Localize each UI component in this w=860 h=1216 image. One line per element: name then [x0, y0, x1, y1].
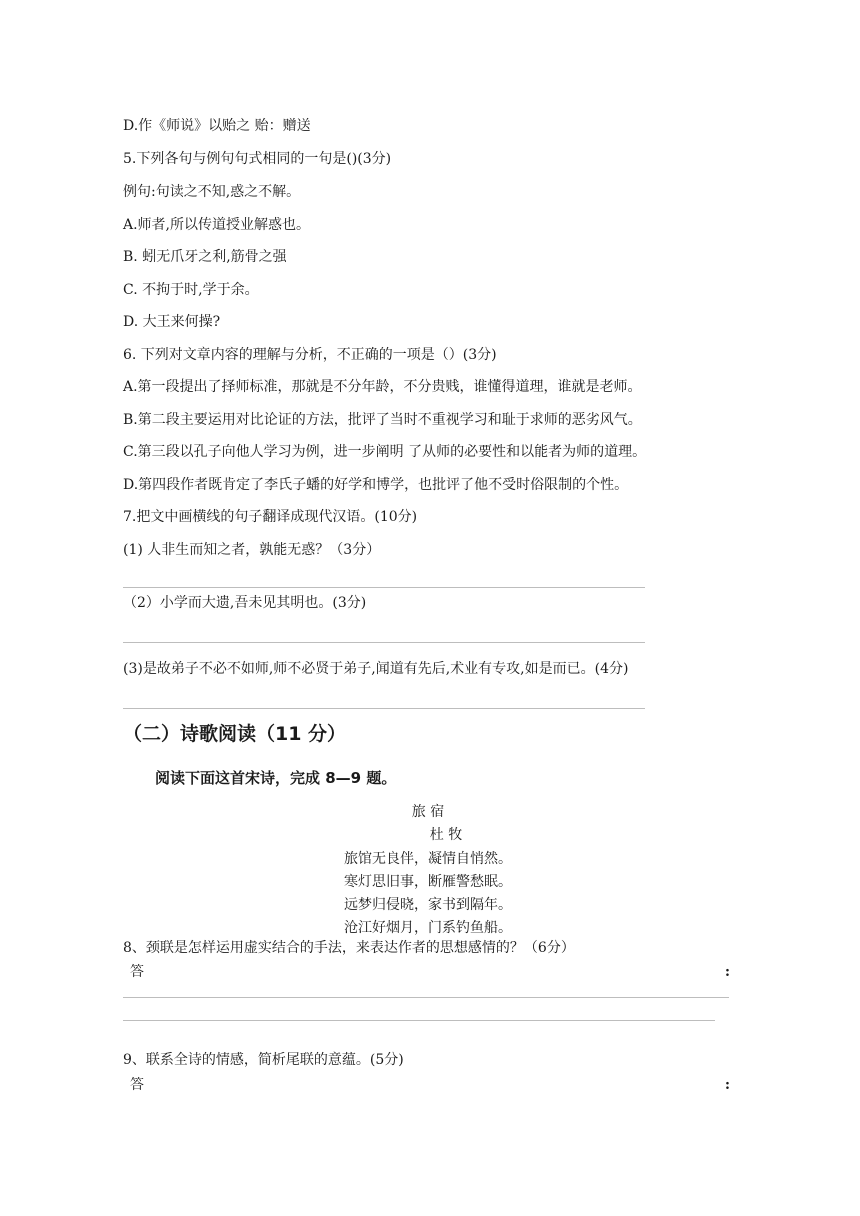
q8-answer-line-2[interactable] — [123, 1020, 715, 1021]
q7-sub1: (1) 人非生而知之者，孰能无惑？（3分） — [123, 542, 381, 558]
q9-answer-label: 答 — [130, 1077, 144, 1093]
q7-sub2: （2）小学而大遗,吾未见其明也。(3分) — [123, 595, 367, 611]
q8-answer-label: 答 — [130, 964, 144, 980]
section-2-instruction: 阅读下面这首宋诗，完成 8—9 题。 — [155, 769, 397, 787]
q5-option-a: A.师者,所以传道授业解惑也。 — [123, 217, 311, 233]
q5-option-c: C. 不拘于时,学于余。 — [123, 282, 259, 298]
q5-option-d: D. 大王来何操? — [123, 314, 221, 330]
poem-line-4: 沧江好烟月，门系钓鱼船。 — [344, 920, 512, 936]
q5-option-b: B. 蚓无爪牙之利,筋骨之强 — [123, 249, 287, 265]
q5-example: 例句:句读之不知,惑之不解。 — [123, 184, 301, 200]
poem-line-3: 远梦归侵晓，家书到隔年。 — [344, 897, 512, 913]
q9-answer-colon: : — [724, 1077, 730, 1093]
section-2-title: （二）诗歌阅读（11 分） — [123, 723, 347, 745]
q8-answer-line-1[interactable] — [123, 997, 729, 998]
q9-stem: 9、联系全诗的情感，简析尾联的意蕴。(5分) — [123, 1052, 404, 1068]
q5-stem: 5.下列各句与例句句式相同的一句是()(3分) — [123, 151, 392, 167]
q6-option-c: C.第三段以孔子向他人学习为例，进一步阐明 了从师的必要性和以能者为师的道理。 — [123, 444, 647, 460]
q7-answer-line-2[interactable] — [123, 642, 645, 643]
q6-option-a: A.第一段提出了择师标准，那就是不分年龄，不分贵贱，谁懂得道理，谁就是老师。 — [123, 379, 642, 395]
poem-line-1: 旅馆无良伴，凝情自悄然。 — [344, 851, 512, 867]
q6-option-d: D.第四段作者既肯定了李氏子蟠的好学和博学，也批评了他不受时俗限制的个性。 — [123, 477, 629, 493]
q9-answer-row — [130, 1076, 730, 1094]
q4-option-d: D.作《师说》以贻之 贻：赠送 — [123, 118, 311, 134]
q7-answer-line-1[interactable] — [123, 587, 645, 588]
poem-author: 杜 牧 — [429, 827, 463, 843]
poem-title: 旅 宿 — [411, 804, 445, 820]
q6-stem: 6. 下列对文章内容的理解与分析，不正确的一项是（）(3分) — [123, 347, 497, 363]
q8-answer-row — [130, 963, 730, 981]
q7-answer-line-3[interactable] — [123, 708, 645, 709]
q8-answer-colon: : — [724, 964, 730, 980]
q7-sub3: (3)是故弟子不必不如师,师不必贤于弟子,闻道有先后,术业有专攻,如是而已。(4分) — [123, 661, 629, 677]
poem-line-2: 寒灯思旧事，断雁警愁眠。 — [344, 874, 512, 890]
q8-stem: 8、颈联是怎样运用虚实结合的手法，来表达作者的思想感情的？（6分） — [123, 940, 575, 956]
q7-stem: 7.把文中画横线的句子翻译成现代汉语。(10分) — [123, 509, 418, 525]
q6-option-b: B.第二段主要运用对比论证的方法，批评了当时不重视学习和耻于求师的恶劣风气。 — [123, 412, 642, 428]
